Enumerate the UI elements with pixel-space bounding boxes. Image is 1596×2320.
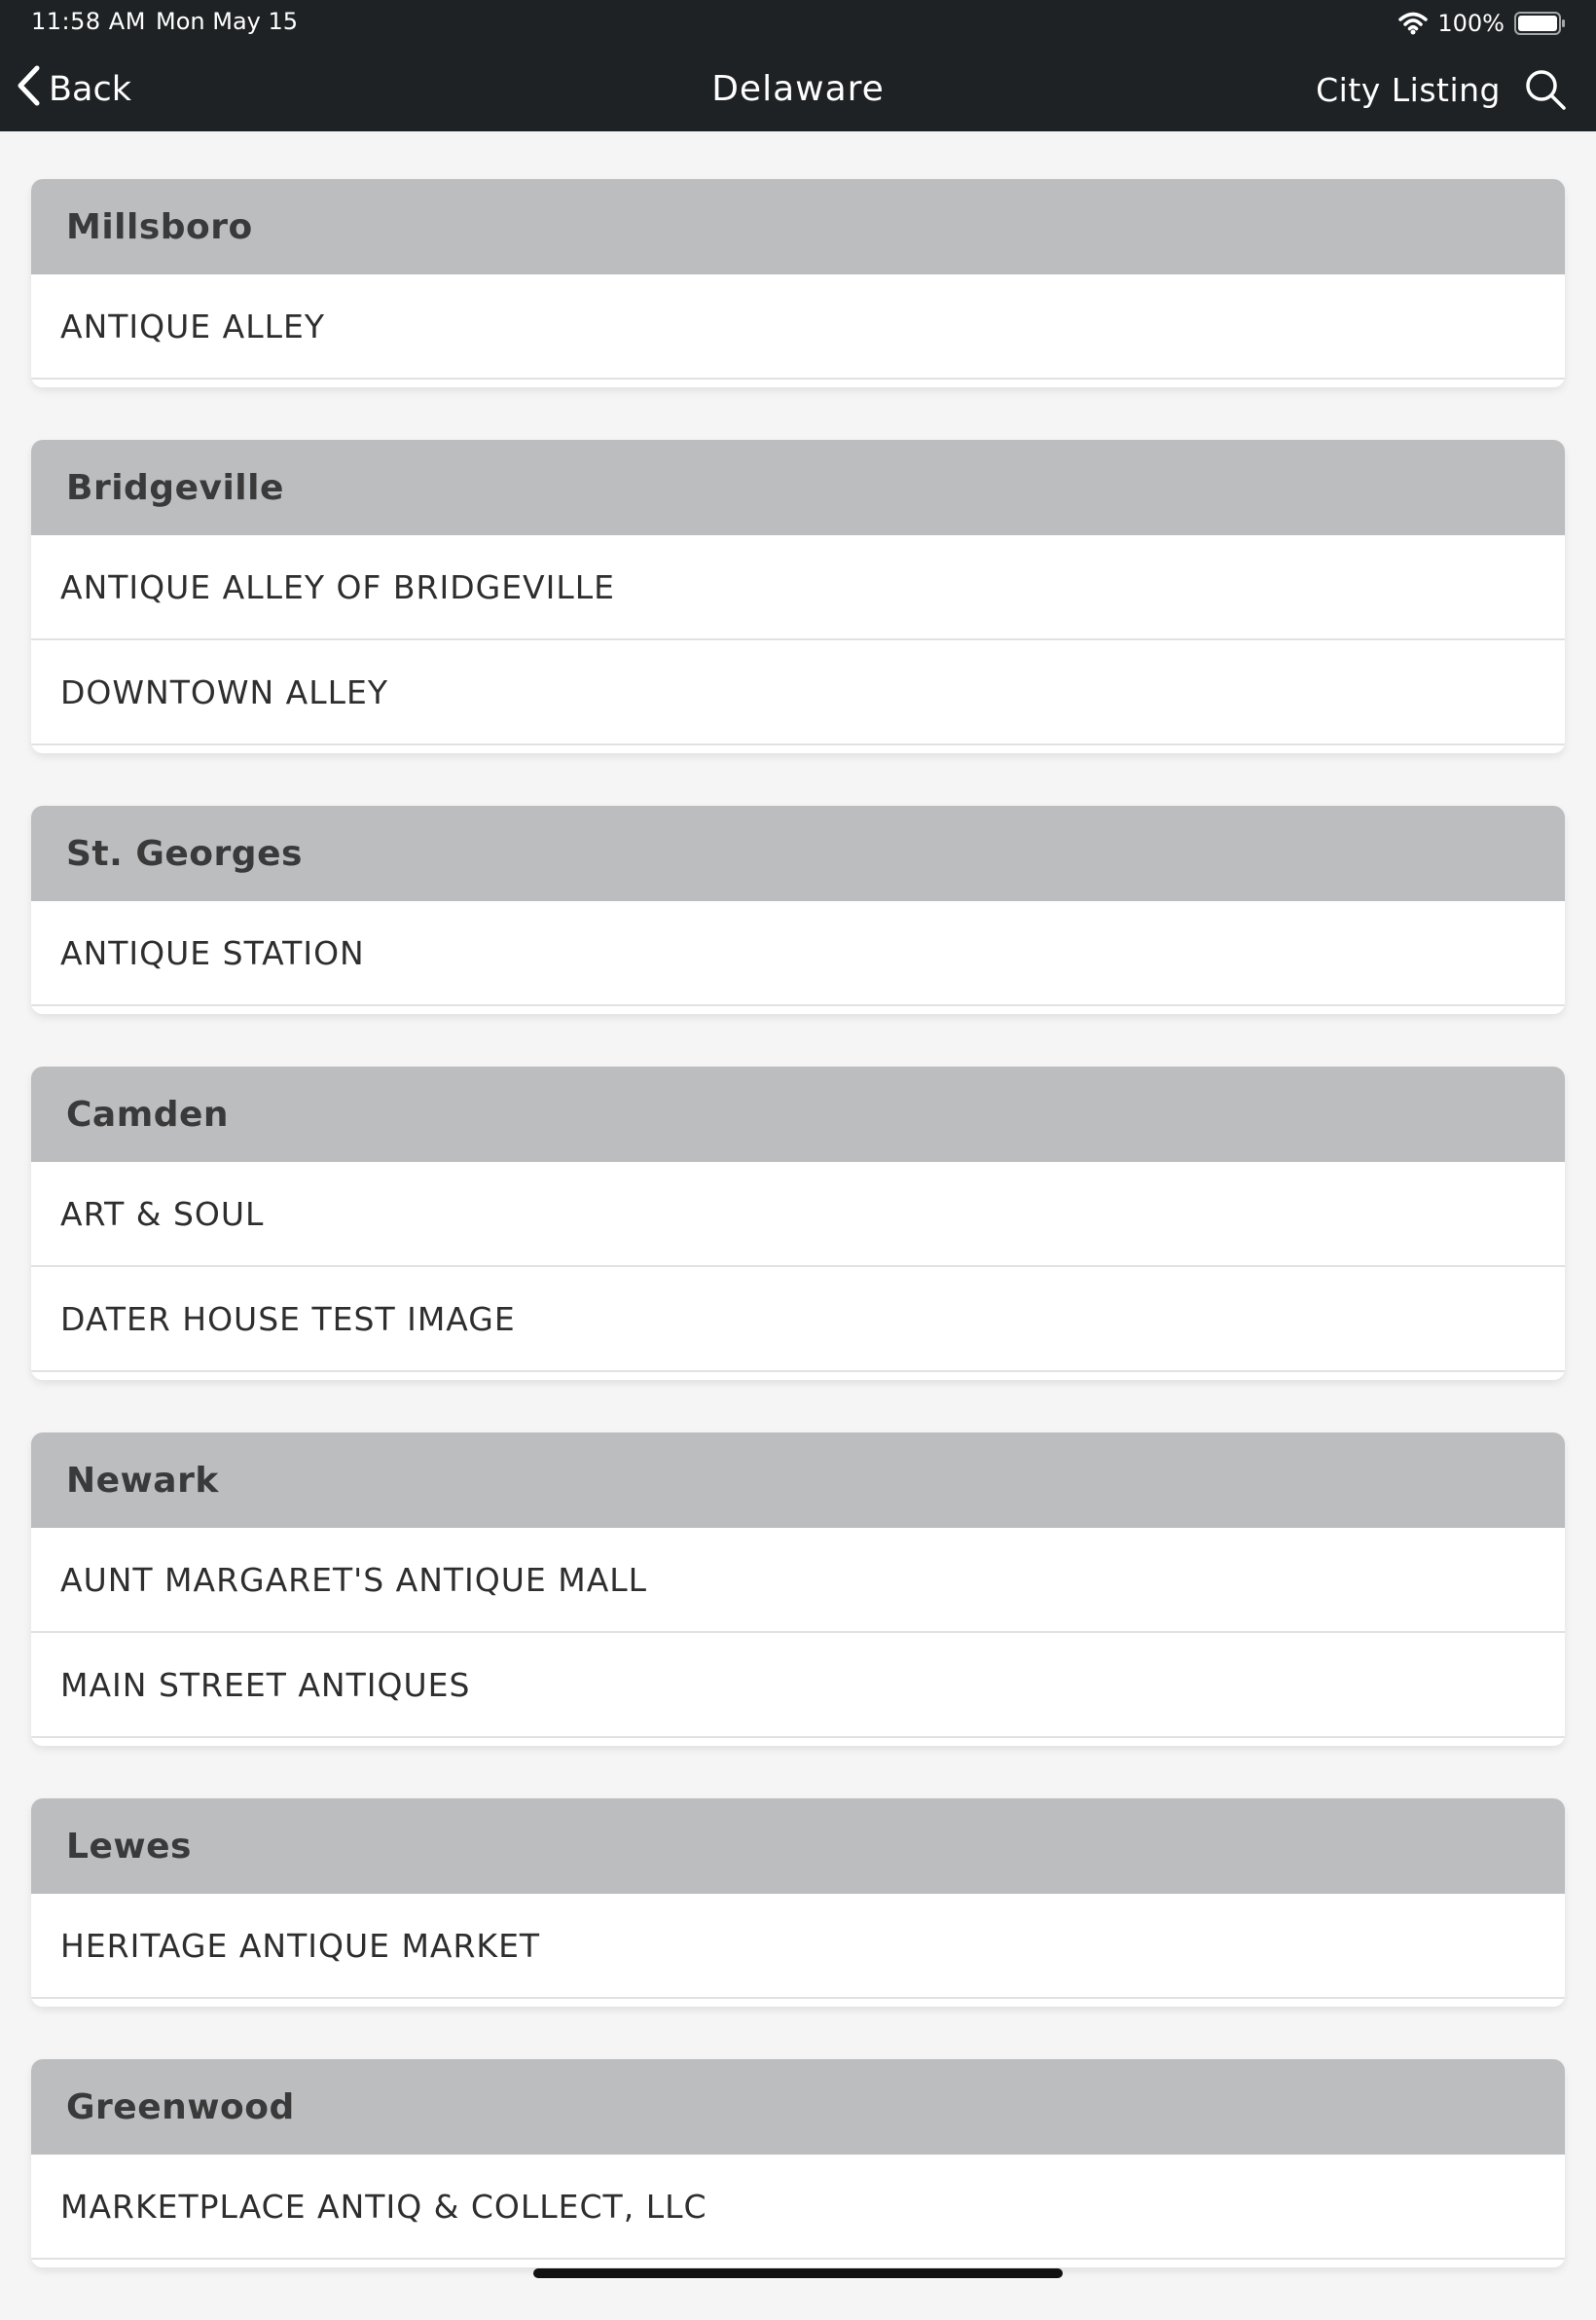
city-section-lewes xyxy=(31,1798,1565,2007)
city-section-camden xyxy=(31,1067,1565,1380)
city-header: Camden xyxy=(31,1067,1565,1162)
list-item[interactable]: ANTIQUE STATION xyxy=(31,901,1565,1006)
list-item[interactable]: DOWNTOWN ALLEY xyxy=(31,640,1565,745)
page-title: Delaware xyxy=(711,69,885,109)
city-header: Lewes xyxy=(31,1798,1565,1894)
city-section-newark xyxy=(31,1432,1565,1746)
city-header: St. Georges xyxy=(31,806,1565,901)
home-indicator[interactable] xyxy=(533,2268,1063,2278)
city-list xyxy=(31,179,1565,2320)
list-item[interactable]: ANTIQUE ALLEY OF BRIDGEVILLE xyxy=(31,535,1565,640)
list-item[interactable]: AUNT MARGARET'S ANTIQUE MALL xyxy=(31,1528,1565,1633)
list-item[interactable]: HERITAGE ANTIQUE MARKET xyxy=(31,1894,1565,1999)
city-section-greenwood xyxy=(31,2059,1565,2267)
city-header: Greenwood xyxy=(31,2059,1565,2155)
back-label: Back xyxy=(49,70,131,109)
city-section-st-georges xyxy=(31,806,1565,1014)
city-section-bridgeville xyxy=(31,440,1565,753)
back-button[interactable] xyxy=(16,62,131,117)
status-indicators xyxy=(1398,6,1567,41)
chevron-left-icon xyxy=(16,65,41,115)
battery-icon xyxy=(1514,11,1567,36)
status-time: 11:58 AM xyxy=(31,8,146,35)
city-header: Millsboro xyxy=(31,179,1565,274)
list-item[interactable]: MARKETPLACE ANTIQ & COLLECT, LLC xyxy=(31,2155,1565,2260)
city-header: Newark xyxy=(31,1432,1565,1528)
city-section-millsboro xyxy=(31,179,1565,387)
top-bar xyxy=(0,0,1596,131)
status-date: Mon May 15 xyxy=(156,8,299,35)
wifi-icon xyxy=(1398,12,1428,35)
list-item[interactable]: ART & SOUL xyxy=(31,1162,1565,1267)
list-item[interactable]: ANTIQUE ALLEY xyxy=(31,274,1565,380)
city-listing-button[interactable]: City Listing xyxy=(1316,70,1501,109)
battery-percentage: 100% xyxy=(1437,10,1505,37)
list-item[interactable]: MAIN STREET ANTIQUES xyxy=(31,1633,1565,1738)
list-item[interactable]: DATER HOUSE TEST IMAGE xyxy=(31,1267,1565,1372)
search-icon[interactable] xyxy=(1524,68,1567,111)
city-header: Bridgeville xyxy=(31,440,1565,535)
nav-actions xyxy=(1316,62,1567,117)
